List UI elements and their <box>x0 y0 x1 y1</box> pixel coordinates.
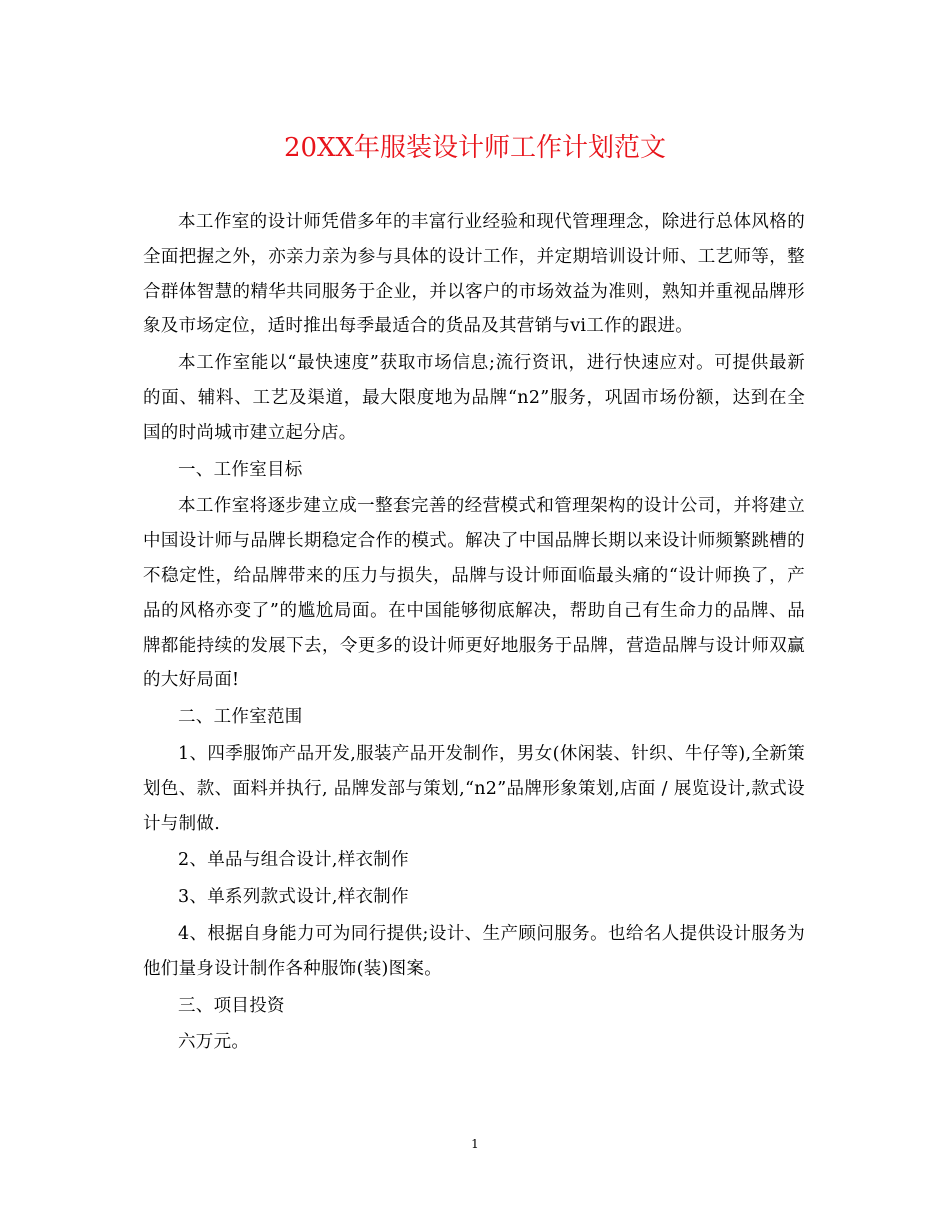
document-title: 20XX年服装设计师工作计划范文 <box>283 133 667 163</box>
page-number: 1 <box>471 1137 479 1151</box>
paragraph-intro-1: 本工作室的设计师凭借多年的丰富行业经验和现代管理理念，除进行总体风格的全面把握之外，亦亲力亲为参与具体的设计工作，并定期培训设计师、工艺师等，整合群体智慧的精华共同服务于企业，并以客户的市场效益为准则，熟知并重视品牌形象及市场定位，适时推出每季最适合的货品及其营销与vi工作的跟进。 <box>143 212 805 337</box>
section-heading-goals: 一、工作室目标 <box>178 459 303 480</box>
paragraph-intro-2: 本工作室能以“最快速度”获取市场信息;流行资讯，进行快速应对。可提供最新的面、辅料、工艺及渠道，最大限度地为品牌“n2”服务，巩固市场份额，达到在全国的时尚城市建立起分店。 <box>143 353 805 443</box>
paragraph-investment: 六万元。 <box>178 1032 250 1053</box>
scope-item-3: 3、单系列款式设计,样衣制作 <box>178 887 409 908</box>
scope-item-4: 4、根据自身能力可为同行提供;设计、生产顾问服务。也给名人提供设计服务为他们量身设计制作各种服饰(装)图案。 <box>143 923 805 979</box>
scope-item-2: 2、单品与组合设计,样衣制作 <box>178 850 409 871</box>
section-heading-investment: 三、项目投资 <box>178 995 285 1016</box>
paragraph-goals: 本工作室将逐步建立成一整套完善的经营模式和管理架构的设计公司，并将建立中国设计师与品牌长期稳定合作的模式。解决了中国品牌长期以来设计师频繁跳槽的不稳定性，给品牌带来的压力与损失，品牌与设计师面临最头痛的“设计师换了，产品的风格亦变了”的尴尬局面。在中国能够彻底解决，帮助自己有生命力的品牌、品牌都能持续的发展下去，令更多的设计师更好地服务于品牌，营造品牌与设计师双赢的大好局面! <box>143 496 805 691</box>
section-heading-scope: 二、工作室范围 <box>178 707 303 728</box>
scope-item-1: 1、四季服饰产品开发,服装产品开发制作，男女(休闲装、针织、牛仔等),全新策划色、款、面料并执行, 品牌发部与策划,“n2”品牌形象策划,店面 / 展览设计,款式设计与制做. <box>143 743 805 834</box>
document-body <box>143 205 805 1062</box>
